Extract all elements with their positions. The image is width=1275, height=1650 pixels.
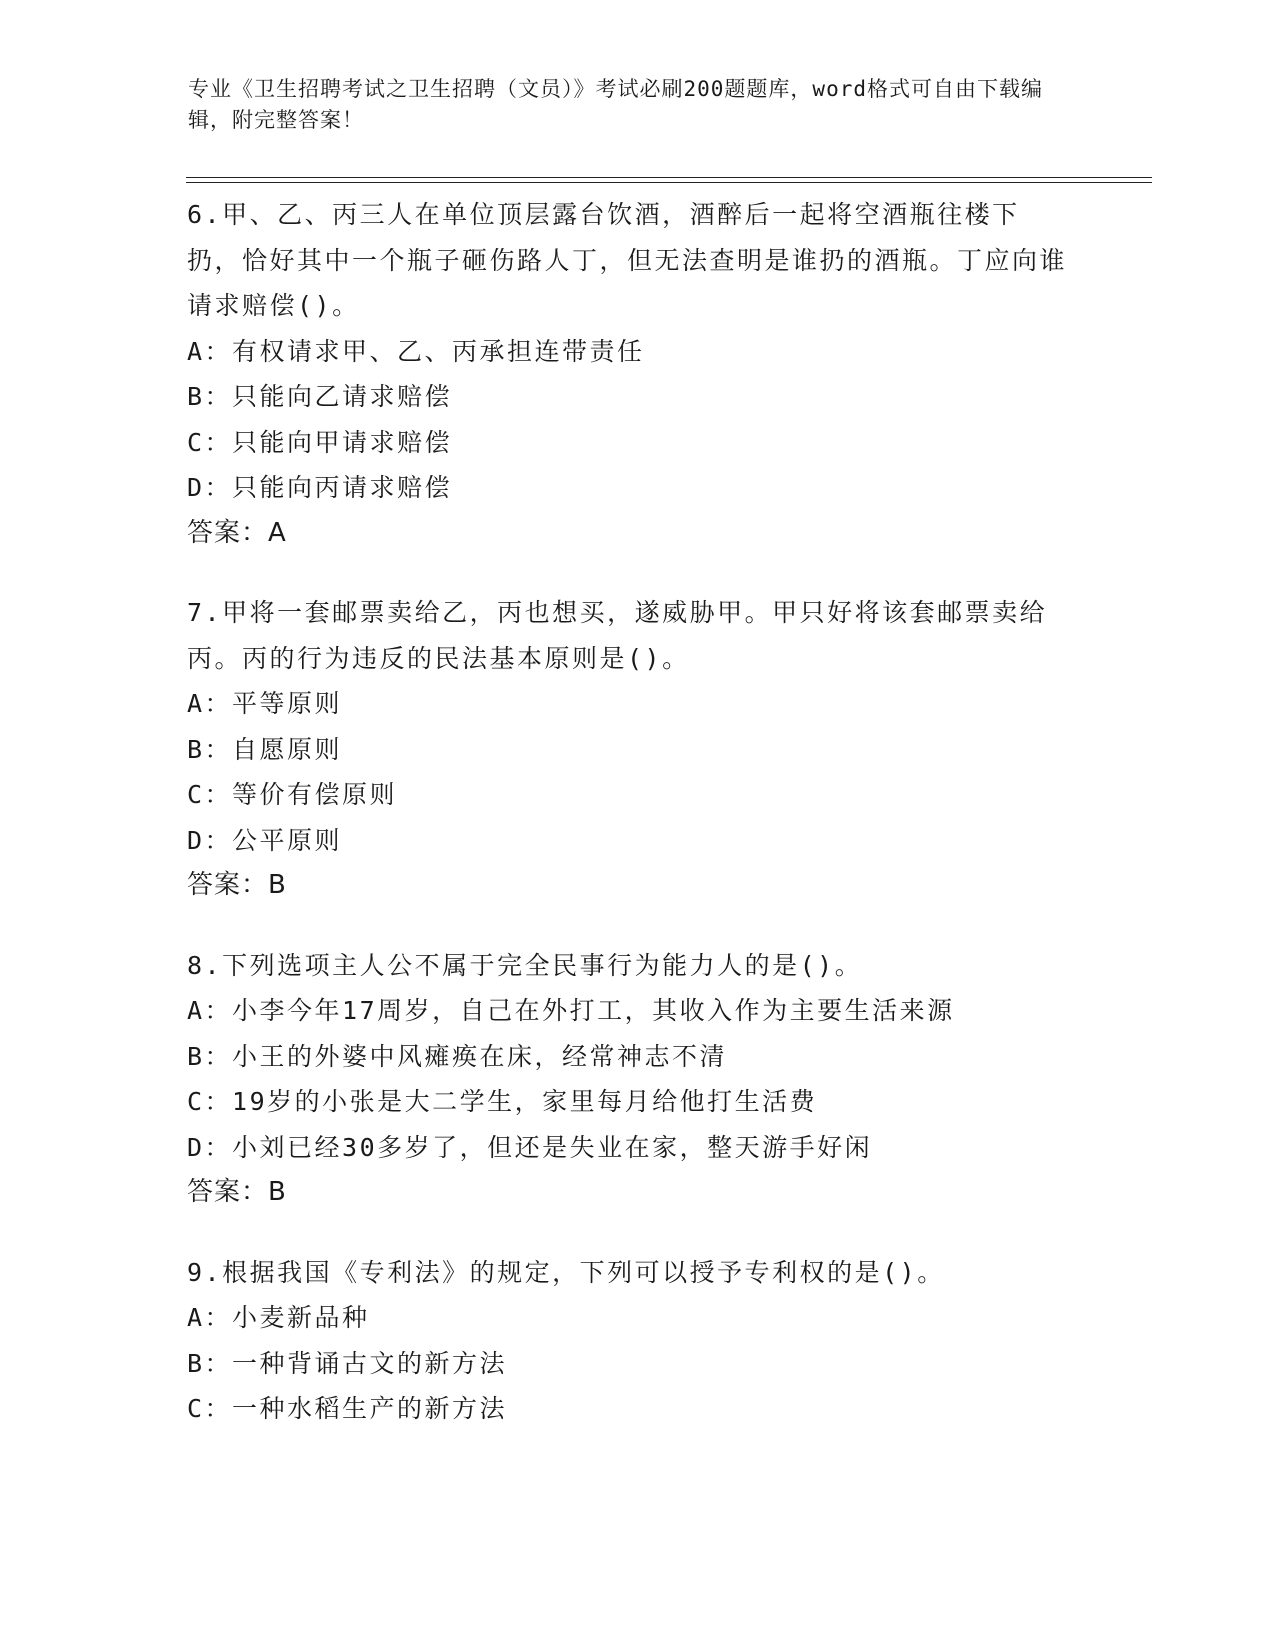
option-d: D：只能向丙请求赔偿 <box>187 473 453 502</box>
option-a: A：有权请求甲、乙、丙承担连带责任 <box>187 336 645 366</box>
option-b: B：小王的外婆中风瘫痪在床，经常神志不清 <box>187 1041 728 1071</box>
header-divider <box>186 177 1152 178</box>
option-d: D：小刘已经30多岁了，但还是失业在家，整天游手好闲 <box>187 1132 873 1162</box>
question-stem: 6.甲、乙、丙三人在单位顶层露台饮酒，酒醉后一起将空酒瓶往楼下扔，恰好其中一个瓶子砸伤路人丁，但无法查明是谁扔的酒瓶。丁应向谁请求赔偿()。 <box>187 200 1068 320</box>
header-divider-second <box>186 182 1152 183</box>
option-b: B：只能向乙请求赔偿 <box>187 382 453 411</box>
option-a: A：小李今年17周岁，自己在外打工，其收入作为主要生活来源 <box>187 996 955 1025</box>
question-stem: 8.下列选项主人公不属于完全民事行为能力人的是()。 <box>187 950 863 980</box>
answer-label: 答案：B <box>187 870 287 900</box>
question-8 <box>187 943 1087 1216</box>
option-c: C：等价有偿原则 <box>187 780 398 809</box>
option-d: D：公平原则 <box>187 825 343 855</box>
question-9 <box>187 1250 1087 1432</box>
page-header: 专业《卫生招聘考试之卫生招聘（文员）》考试必刷200题题库，word格式可自由下载编辑，附完整答案！ <box>188 77 1043 132</box>
question-list <box>187 192 1087 1466</box>
question-stem: 9.根据我国《专利法》的规定，下列可以授予专利权的是()。 <box>187 1257 945 1287</box>
option-c: C：只能向甲请求赔偿 <box>187 427 453 457</box>
answer-label: 答案：B <box>187 1177 287 1207</box>
question-stem: 7.甲将一套邮票卖给乙，丙也想买，遂威胁甲。甲只好将该套邮票卖给丙。丙的行为违反的民法基本原则是()。 <box>187 598 1048 673</box>
option-c: C：19岁的小张是大二学生，家里每月给他打生活费 <box>187 1087 818 1116</box>
option-c: C：一种水稻生产的新方法 <box>187 1394 508 1423</box>
option-a: A：小麦新品种 <box>187 1303 370 1332</box>
question-6 <box>187 192 1087 556</box>
answer-label: 答案：A <box>187 517 287 548</box>
option-b: B：自愿原则 <box>187 734 343 764</box>
option-b: B：一种背诵古文的新方法 <box>187 1348 508 1378</box>
option-a: A：平等原则 <box>187 689 343 718</box>
question-7 <box>187 590 1087 909</box>
